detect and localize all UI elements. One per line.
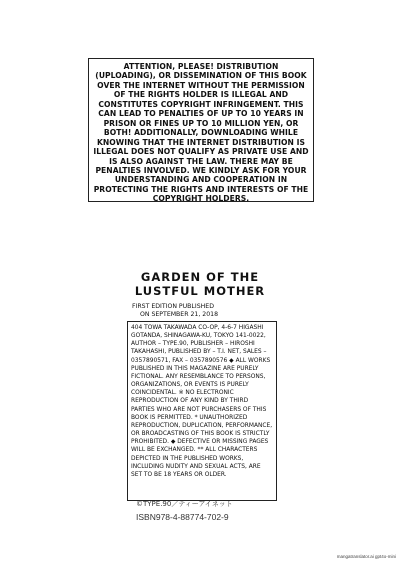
- colophon-text: 404 TOWA TAKAWADA CO-OP, 4-6-7 HIGASHI GOTANDA, SHINAGAWA-KU, TOKYO 141-0022, AUTHOR – TYPE.90, PUBLISHER – HIROSHI TAKAHASHI, PUBLISHED BY – T.I. NET, SALES – 0357890571, FAX – 0357890576 ◆ ALL WORKS PUBLISHED IN THIS MAGAZINE ARE PURELY FICTIONAL. ANY RESEMBLANCE TO PERSONS, ORGANIZATIONS, OR EVENTS IS PURELY COINCIDENTAL. ※ NO ELECTRONIC REPRODUCTION OF ANY KIND BY THIRD PARTIES WHO ARE NOT PURCHASERS OF THIS BOOK IS PERMITTED. * UNAUTHORIZED REPRODUCTION, DUPLICATION, PERFORMANCE, OR BROADCASTING OF THIS BOOK IS STRICTLY PROHIBITED. ◆ DEFECTIVE OR MISSING PAGES WILL BE EXCHANGED. ** ALL CHARACTERS DEPICTED IN THE PUBLISHED WORKS, INCLUDING NUDITY AND SEXUAL ACTS, ARE SET TO BE 18 YEARS OR OLDER.: [131, 325, 273, 478]
- copyright-notice-text: ATTENTION, PLEASE! DISTRIBUTION (UPLOADING), OR DISSEMINATION OF THIS BOOK OVER THE INTERNET WITHOUT THE PERMISSION OF THE RIGHTS HOLDER IS ILLEGAL AND CONSTITUTES COPYRIGHT INFRINGEMENT. THIS CAN LEAD TO PENALTIES OF UP TO 10 YEARS IN PRISON OR FINES UP TO 10 MILLION YEN, OR BOTH! ADDITIONALLY, DOWNLOADING WHILE KNOWING THAT THE INTERNET DISTRIBUTION IS ILLEGAL DOES NOT QUALIFY AS PRIVATE USE AND IS ALSO AGAINST THE LAW. THERE MAY BE PENALTIES INVOLVED. WE KINDLY ASK FOR YOUR UNDERSTANDING AND COOPERATION IN PROTECTING THE RIGHTS AND INTERESTS OF THE COPYRIGHT HOLDERS.: [93, 62, 309, 204]
- book-title-line-1: GARDEN OF THE: [140, 270, 260, 284]
- book-title: [120, 270, 280, 298]
- copyright-line: ©TYPE.90／ティーアイネット: [136, 500, 233, 508]
- isbn: ISBN978-4-88774-702-9: [136, 512, 229, 522]
- publication-date: [132, 303, 272, 319]
- colophon-box: [127, 321, 277, 501]
- publication-line-2: ON SEPTEMBER 21, 2018: [140, 311, 219, 318]
- copyright-notice-box: [88, 58, 314, 202]
- book-title-line-2: LUSTFUL MOTHER: [134, 284, 266, 298]
- translator-watermark: mangatranslator.ai gpt4o-mini: [336, 554, 396, 559]
- publication-line-1: FIRST EDITION PUBLISHED: [132, 303, 214, 310]
